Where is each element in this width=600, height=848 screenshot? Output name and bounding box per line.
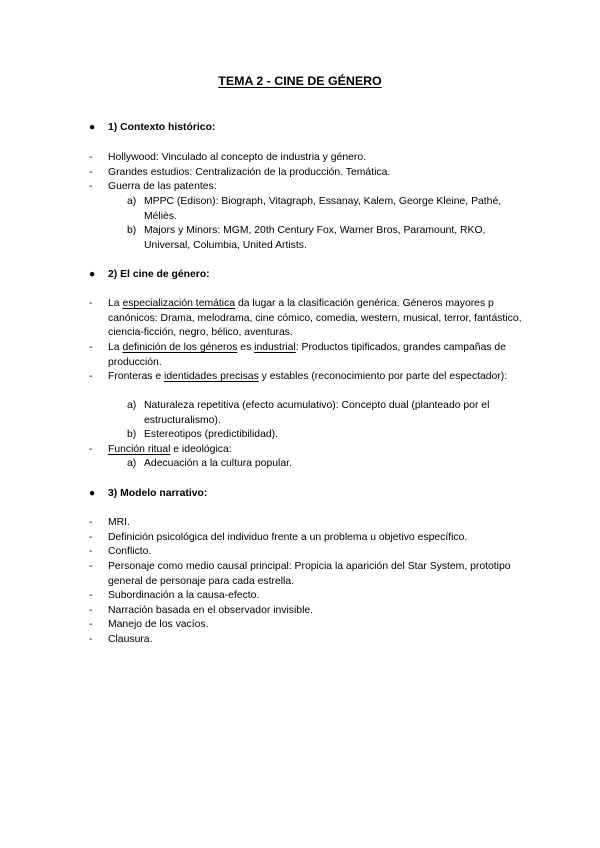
list-item-text: Guerra de las patentes: bbox=[108, 181, 217, 192]
bullet-icon: ● bbox=[89, 269, 96, 280]
sub-item-label: a) bbox=[127, 400, 137, 411]
dash-marker: - bbox=[89, 152, 93, 163]
bullet-icon: ● bbox=[89, 488, 96, 499]
sub-item-label: b) bbox=[127, 429, 137, 440]
sub-item-text: Adecuación a la cultura popular. bbox=[144, 458, 292, 469]
section-heading-text: 3) Modelo narrativo: bbox=[108, 488, 208, 499]
list-item-text: Definición psicológica del individuo frente a un problema u objetivo específico. bbox=[108, 532, 468, 543]
dash-marker: - bbox=[89, 619, 93, 630]
dash-marker: - bbox=[89, 298, 93, 309]
dash-marker: - bbox=[89, 532, 93, 543]
list-item-text: Manejo de los vacíos. bbox=[108, 619, 209, 630]
sub-item-label: b) bbox=[127, 225, 137, 236]
sub-item-text: Naturaleza repetitiva (efecto acumulativo): Concepto dual (planteado por el estructuralismo). bbox=[144, 400, 490, 426]
list-item-text: MRI. bbox=[108, 517, 130, 528]
dash-marker: - bbox=[89, 167, 93, 178]
list-item-text: Conflicto. bbox=[108, 546, 152, 557]
underlined-term: Función ritual bbox=[108, 444, 171, 455]
underlined-term: definición de los géneros bbox=[122, 342, 238, 353]
dash-marker: - bbox=[89, 517, 93, 528]
dash-marker: - bbox=[89, 371, 93, 382]
list-item-text: Personaje como medio causal principal: Propicia la aparición del Star System, prototipo general de personaje para cada estrella. bbox=[108, 561, 511, 587]
list-item-text: La especialización temática da lugar a la clasificación genérica. Géneros mayores p canónicos: Drama, melodrama, cine cómico, comedia, western, musical, terror, fantástico, ciencia-ficción, negro, bélico, aventuras. bbox=[108, 298, 522, 339]
dash-marker: - bbox=[89, 546, 93, 557]
list-item-text: Grandes estudios: Centralización de la producción. Temática. bbox=[108, 167, 391, 178]
section-heading-text: 2) El cine de género: bbox=[108, 269, 210, 280]
underlined-term: especialización temática bbox=[122, 298, 236, 309]
page-title: TEMA 2 - CINE DE GÉNERO bbox=[218, 74, 382, 88]
sub-item-text: Majors y Minors: MGM, 20th Century Fox, Warner Bros, Paramount, RKO, Universal, Columbia, United Artists. bbox=[144, 225, 486, 251]
dash-marker: - bbox=[89, 590, 93, 601]
sub-item-text: Estereotipos (predictibilidad). bbox=[144, 429, 278, 440]
section-heading-text: 1) Contexto histórico: bbox=[108, 122, 216, 133]
dash-marker: - bbox=[89, 444, 93, 455]
dash-marker: - bbox=[89, 181, 93, 192]
bullet-icon: ● bbox=[89, 122, 96, 133]
list-item-text: Subordinación a la causa-efecto. bbox=[108, 590, 260, 601]
sub-item-label: a) bbox=[127, 196, 137, 207]
sub-item-label: a) bbox=[127, 458, 137, 469]
list-item-text: Fronteras e identidades precisas y estables (reconocimiento por parte del espectador): bbox=[108, 371, 508, 382]
underlined-term: industrial bbox=[254, 342, 296, 353]
sub-item-text: MPPC (Edison): Biograph, Vitagraph, Essanay, Kalem, George Kleine, Pathé, Méliès. bbox=[144, 196, 502, 222]
dash-marker: - bbox=[89, 605, 93, 616]
dash-marker: - bbox=[89, 342, 93, 353]
list-item-text: Clausura. bbox=[108, 634, 153, 645]
list-item-text: Narración basada en el observador invisible. bbox=[108, 605, 314, 616]
dash-marker: - bbox=[89, 634, 93, 645]
list-item-text: La definición de los géneros es industrial: Productos tipificados, grandes campañas de producción. bbox=[108, 342, 506, 368]
dash-marker: - bbox=[89, 561, 93, 572]
list-item-text: Hollywood: Vinculado al concepto de industria y género. bbox=[108, 152, 367, 163]
list-item-text: Función ritual e ideológica: bbox=[108, 444, 232, 455]
underlined-term: identidades precisas bbox=[164, 371, 259, 382]
